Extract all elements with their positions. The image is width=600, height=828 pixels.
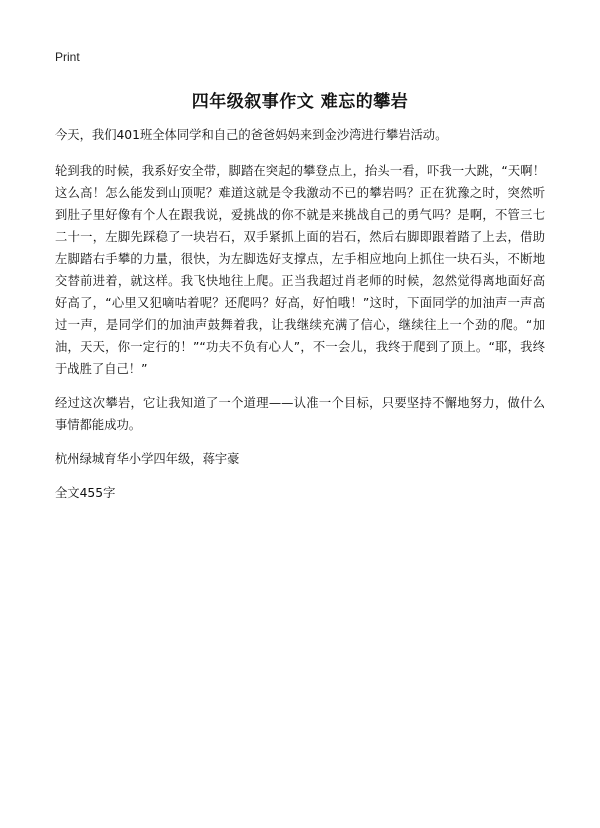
author-line: 杭州绿城育华小学四年级，蒋宇豪 [55, 452, 240, 466]
article-page [55, 46, 545, 504]
article-title: 四年级叙事作文 难忘的攀岩 [191, 92, 409, 112]
paragraph-climb: 轮到我的时候，我系好安全带，脚踏在突起的攀登点上，抬头一看，吓我一大跳，“天啊！这么高！怎么能发到山顶呢？难道这就是令我激动不已的攀岩吗？正在犹豫之时，突然听到肚子里好像有个人在跟我说，爱挑战的你不就是来挑战自己的勇气吗？是啊，不管三七二十一，左脚先踩稳了一块岩石，双手紧抓上面的岩石，然后右脚即跟着踏了上去，借助左脚踏右手攀的力量，很快，为左脚选好支撑点，左手相应地向上抓住一块石头，不断地交替前进着，就这样。我飞快地往上爬。正当我超过肖老师的时候，忽然觉得离地面好高好高了，“心里又犯嘀咕着呢？还爬吗？好高，好怕哦！”这时，下面同学的加油声一声高过一声，是同学们的加油声鼓舞着我，让我继续充满了信心，继续往上一个劲的爬。“加油，天天，你一定行的！”“功夫不负有心人”，不一会儿，我终于爬到了顶上。“耶，我终于战胜了自己！” [55, 164, 545, 376]
paragraph-intro: 今天，我们401班全体同学和自己的爸爸妈妈来到金沙湾进行攀岩活动。 [55, 128, 448, 142]
print-link[interactable]: Print [55, 50, 80, 64]
word-count: 全文455字 [55, 486, 116, 500]
paragraph-conclusion: 经过这次攀岩，它让我知道了一个道理——认准一个目标，只要坚持不懈地努力，做什么事情都能成功。 [55, 396, 545, 432]
